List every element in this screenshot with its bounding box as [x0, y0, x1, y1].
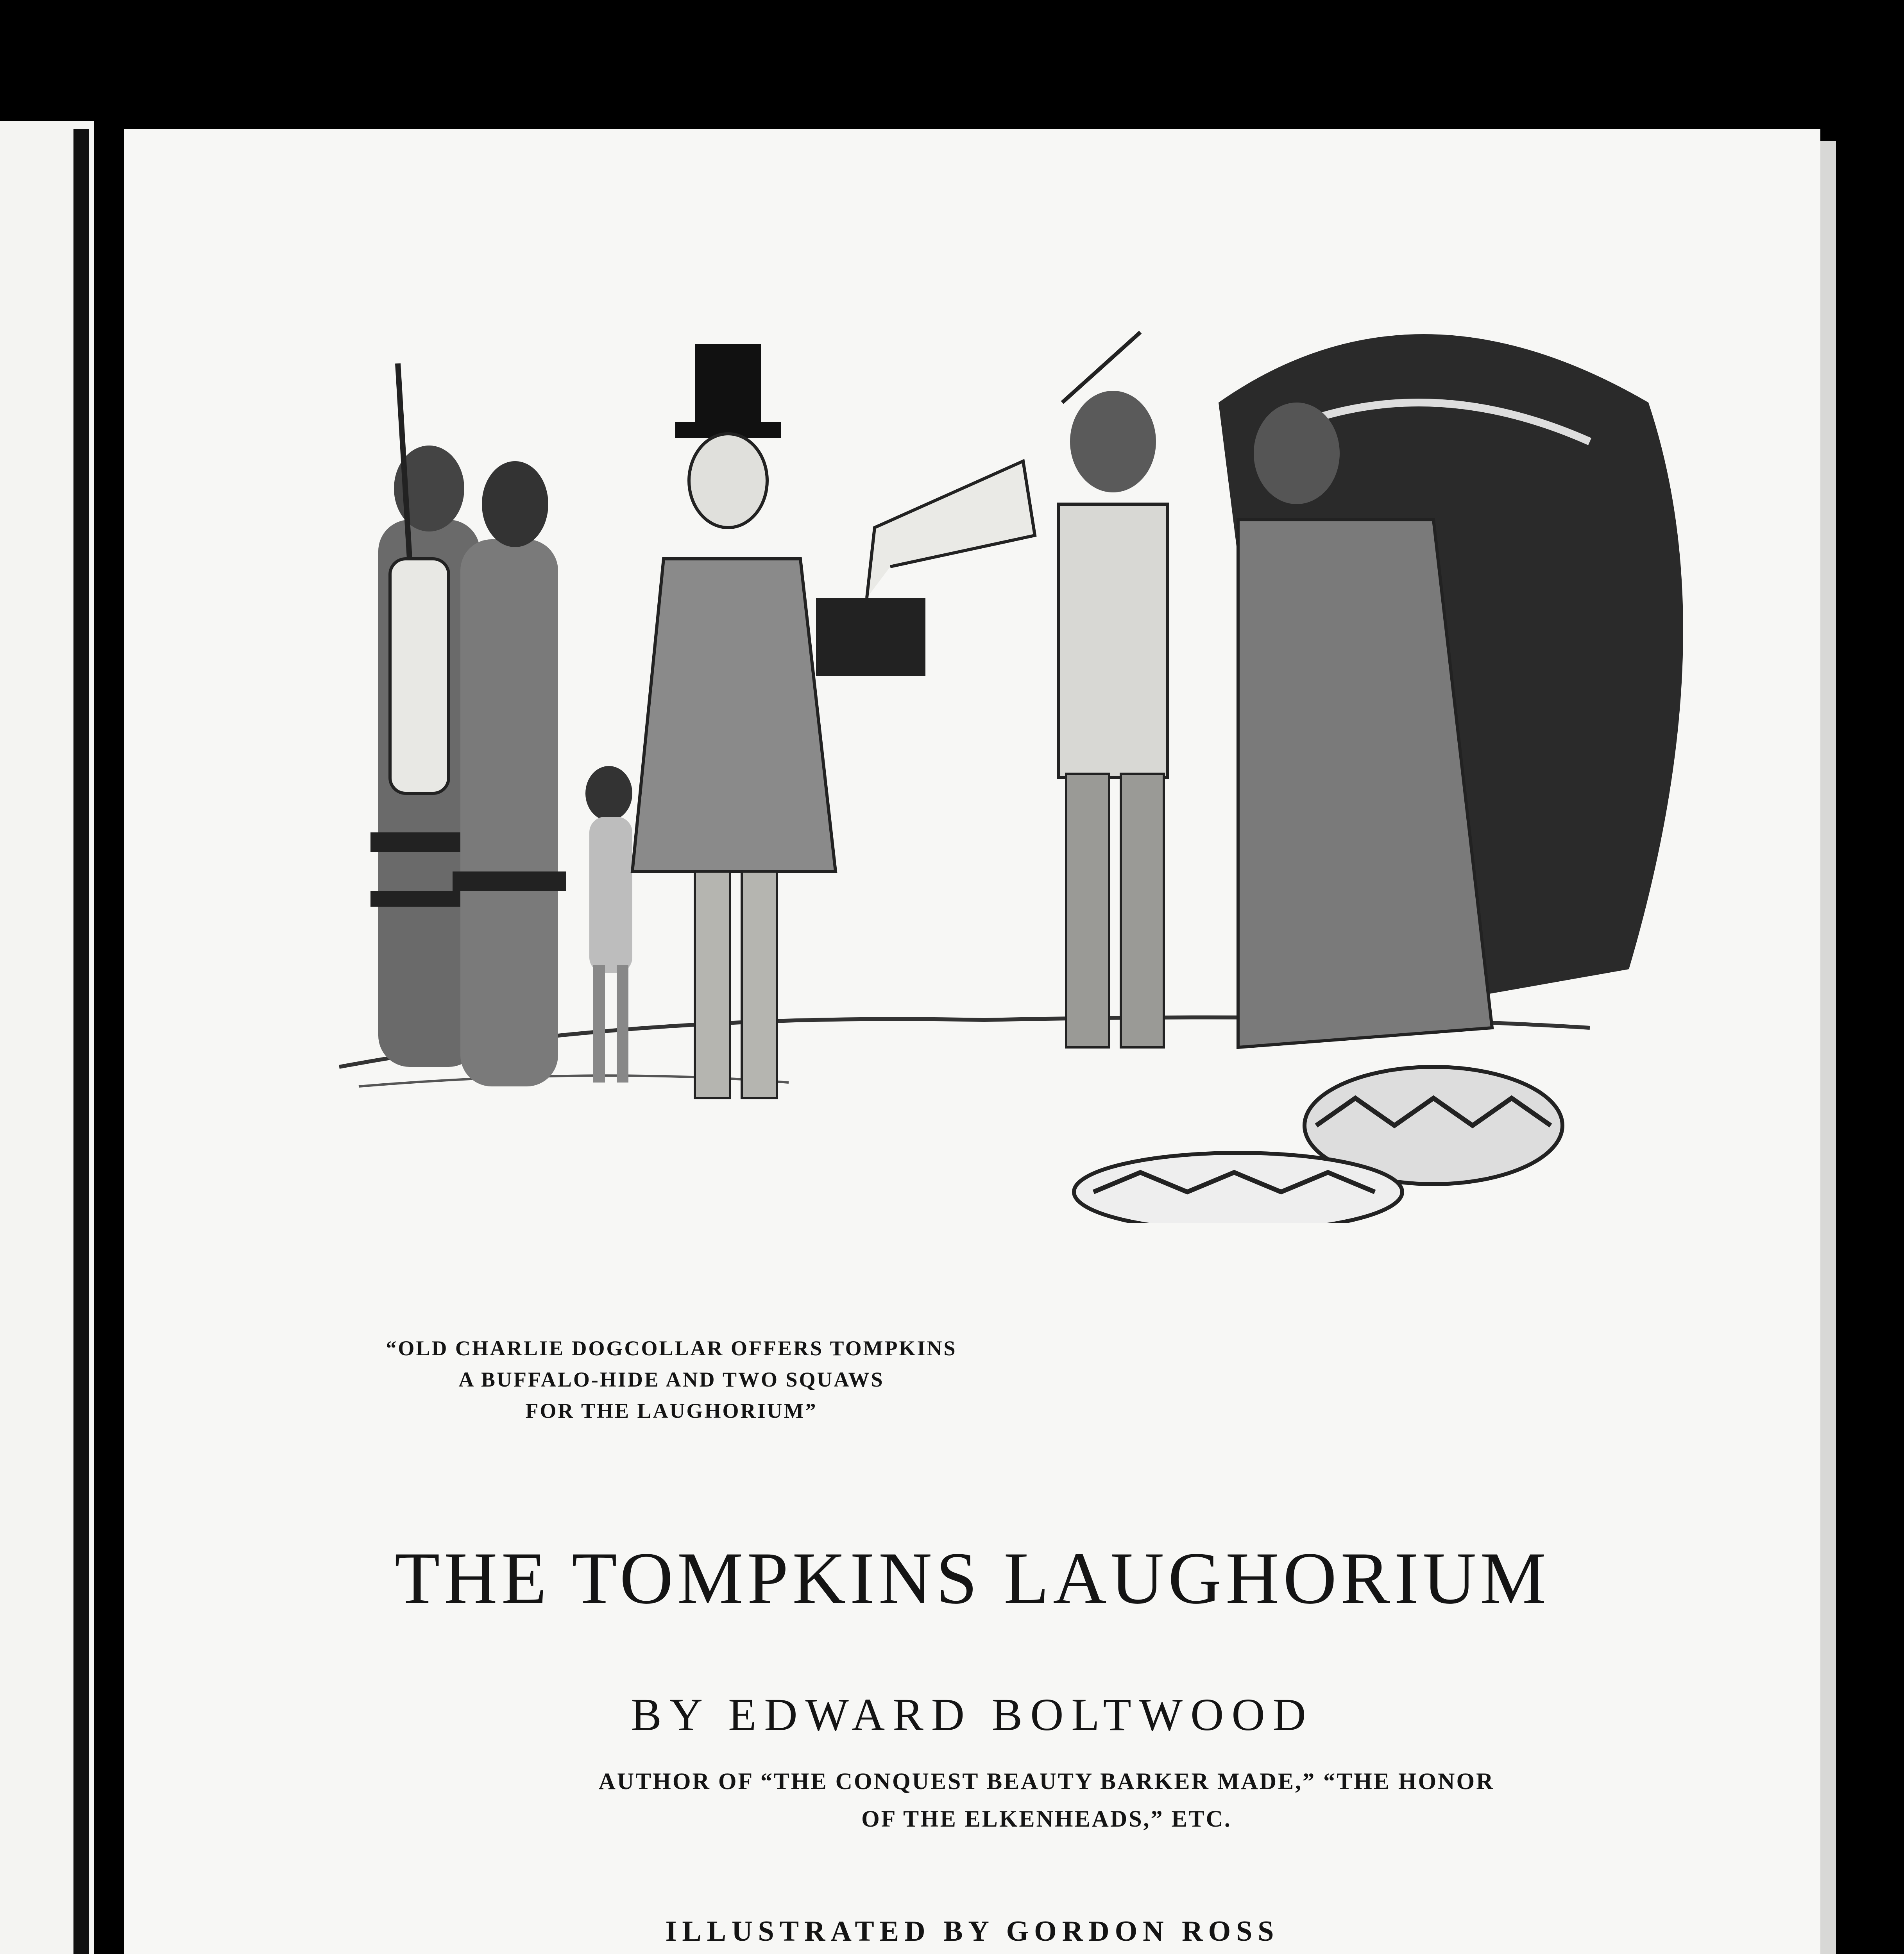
illustration-caption	[273, 1333, 1070, 1426]
author-credits-line-2: OF THE ELKENHEADS,” ETC.	[861, 1806, 1232, 1832]
book-spine	[73, 129, 89, 1954]
chief-figure	[1219, 334, 1683, 1047]
man-with-gramophone-figure	[632, 344, 1035, 1098]
author-credits	[421, 1763, 1672, 1838]
illustration	[281, 285, 1805, 1223]
caption-line-3: FOR THE LAUGHORIUM”	[525, 1399, 818, 1423]
byline: BY EDWARD BOLTWOOD	[631, 1689, 1314, 1740]
illustrator-credit: ILLUSTRATED BY GORDON ROSS	[665, 1915, 1279, 1947]
second-woman-figure	[453, 461, 566, 1086]
child-figure	[585, 766, 632, 1083]
page-edge	[1820, 141, 1836, 1954]
magazine-page	[124, 129, 1820, 1954]
caption-line-2: A BUFFALO-HIDE AND TWO SQUAWS	[458, 1368, 884, 1391]
author-credits-line-1: AUTHOR OF “THE CONQUEST BEAUTY BARKER MADE,” “THE HONOR	[598, 1768, 1495, 1794]
standing-man-figure	[1058, 332, 1168, 1047]
article-title: THE TOMPKINS LAUGHORIUM	[394, 1537, 1550, 1619]
caption-line-1: “OLD CHARLIE DOGCOLLAR OFFERS TOMPKINS	[386, 1337, 957, 1360]
baskets	[1074, 1067, 1562, 1223]
